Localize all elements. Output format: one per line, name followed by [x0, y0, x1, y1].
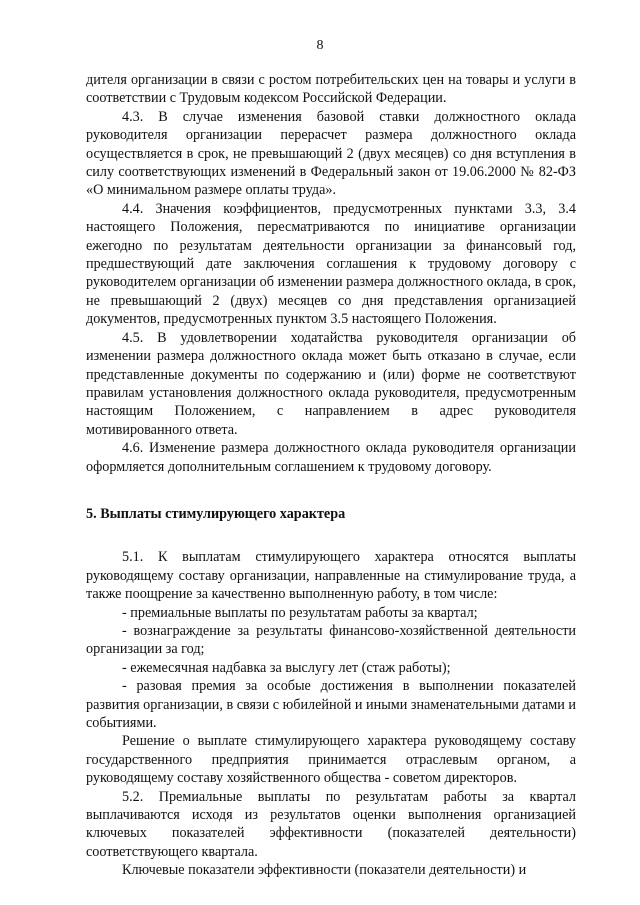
- paragraph-4-3: 4.3. В случае изменения базовой ставки должностного оклада руководителя организации перерасчет размера должностного оклада осуществляется в срок, не превышающий 2 (двух месяцев) со дня вступления в силу соответствующих изменений в Федеральный закон от 19.06.2000 № 82-ФЗ «О минимальном размере оплаты труда».: [86, 108, 576, 199]
- list-item-annual-reward: - вознаграждение за результаты финансово-хозяйственной деятельности организации за год;: [86, 622, 576, 658]
- list-item-one-time-bonus: - разовая премия за особые достижения в выполнении показателей развития организации, в связи с юбилейной и иными знаменательными датами и событиями.: [86, 678, 576, 731]
- section-heading: 5. Выплаты стимулирующего характера: [86, 505, 346, 522]
- paragraph-5-2: 5.2. Премиальные выплаты по результатам работы за квартал выплачиваются исходя из результатов оценки выполнения организацией ключевых показателей эффективности (показателей деятельности) соответствующего квартала.: [86, 788, 576, 860]
- paragraph-continuation: дителя организации в связи с ростом потребительских цен на товары и услуги в соответствии с Трудовым кодексом Российской Федерации.: [86, 72, 576, 107]
- document-body: [86, 71, 576, 880]
- paragraph-4-6: 4.6. Изменение размера должностного оклада руководителя организации оформляется дополнительным соглашением к трудовому договору.: [86, 440, 576, 475]
- page-number: 8: [316, 38, 324, 53]
- paragraph-decision: Решение о выплате стимулирующего характера руководящему составу государственного предприятия принимается отраслевым органом, а руководящему составу хозяйственного общества - советом директоров.: [86, 733, 576, 787]
- paragraph-5-1: 5.1. К выплатам стимулирующего характера относятся выплаты руководящему составу организации, направленные на стимулирование труда, а также поощрение за качественно выполненную работу, в том числе:: [86, 549, 576, 603]
- paragraph-4-5: 4.5. В удовлетворении ходатайства руководителя организации об изменении размера должностного оклада может быть отказано в случае, если представленные документы по содержанию и (или) форме не соответствуют правилам установления должностного оклада руководителя, предусмотренным настоящим Положением, с направлением в адрес руководителя мотивированного ответа.: [86, 329, 576, 438]
- paragraph-4-4: 4.4. Значения коэффициентов, предусмотренных пунктами 3.3, 3.4 настоящего Положения, пересматриваются по инициативе организации ежегодно по результатам деятельности организации за финансовый год, предшествующий дате заключения соглашения к трудовому договору с руководителем организации об изменении размера должностного оклада, в срок, не превышающий 2 (двух) месяцев со дня представления организацией документов, предусмотренных пунктом 3.5 настоящего Положения.: [86, 200, 576, 328]
- paragraph-key-indicators: Ключевые показатели эффективности (показатели деятельности) и: [122, 862, 527, 879]
- list-item-quarterly-bonus: - премиальные выплаты по результатам работы за квартал;: [122, 604, 478, 621]
- list-item-seniority-allowance: - ежемесячная надбавка за выслугу лет (стаж работы);: [122, 659, 451, 676]
